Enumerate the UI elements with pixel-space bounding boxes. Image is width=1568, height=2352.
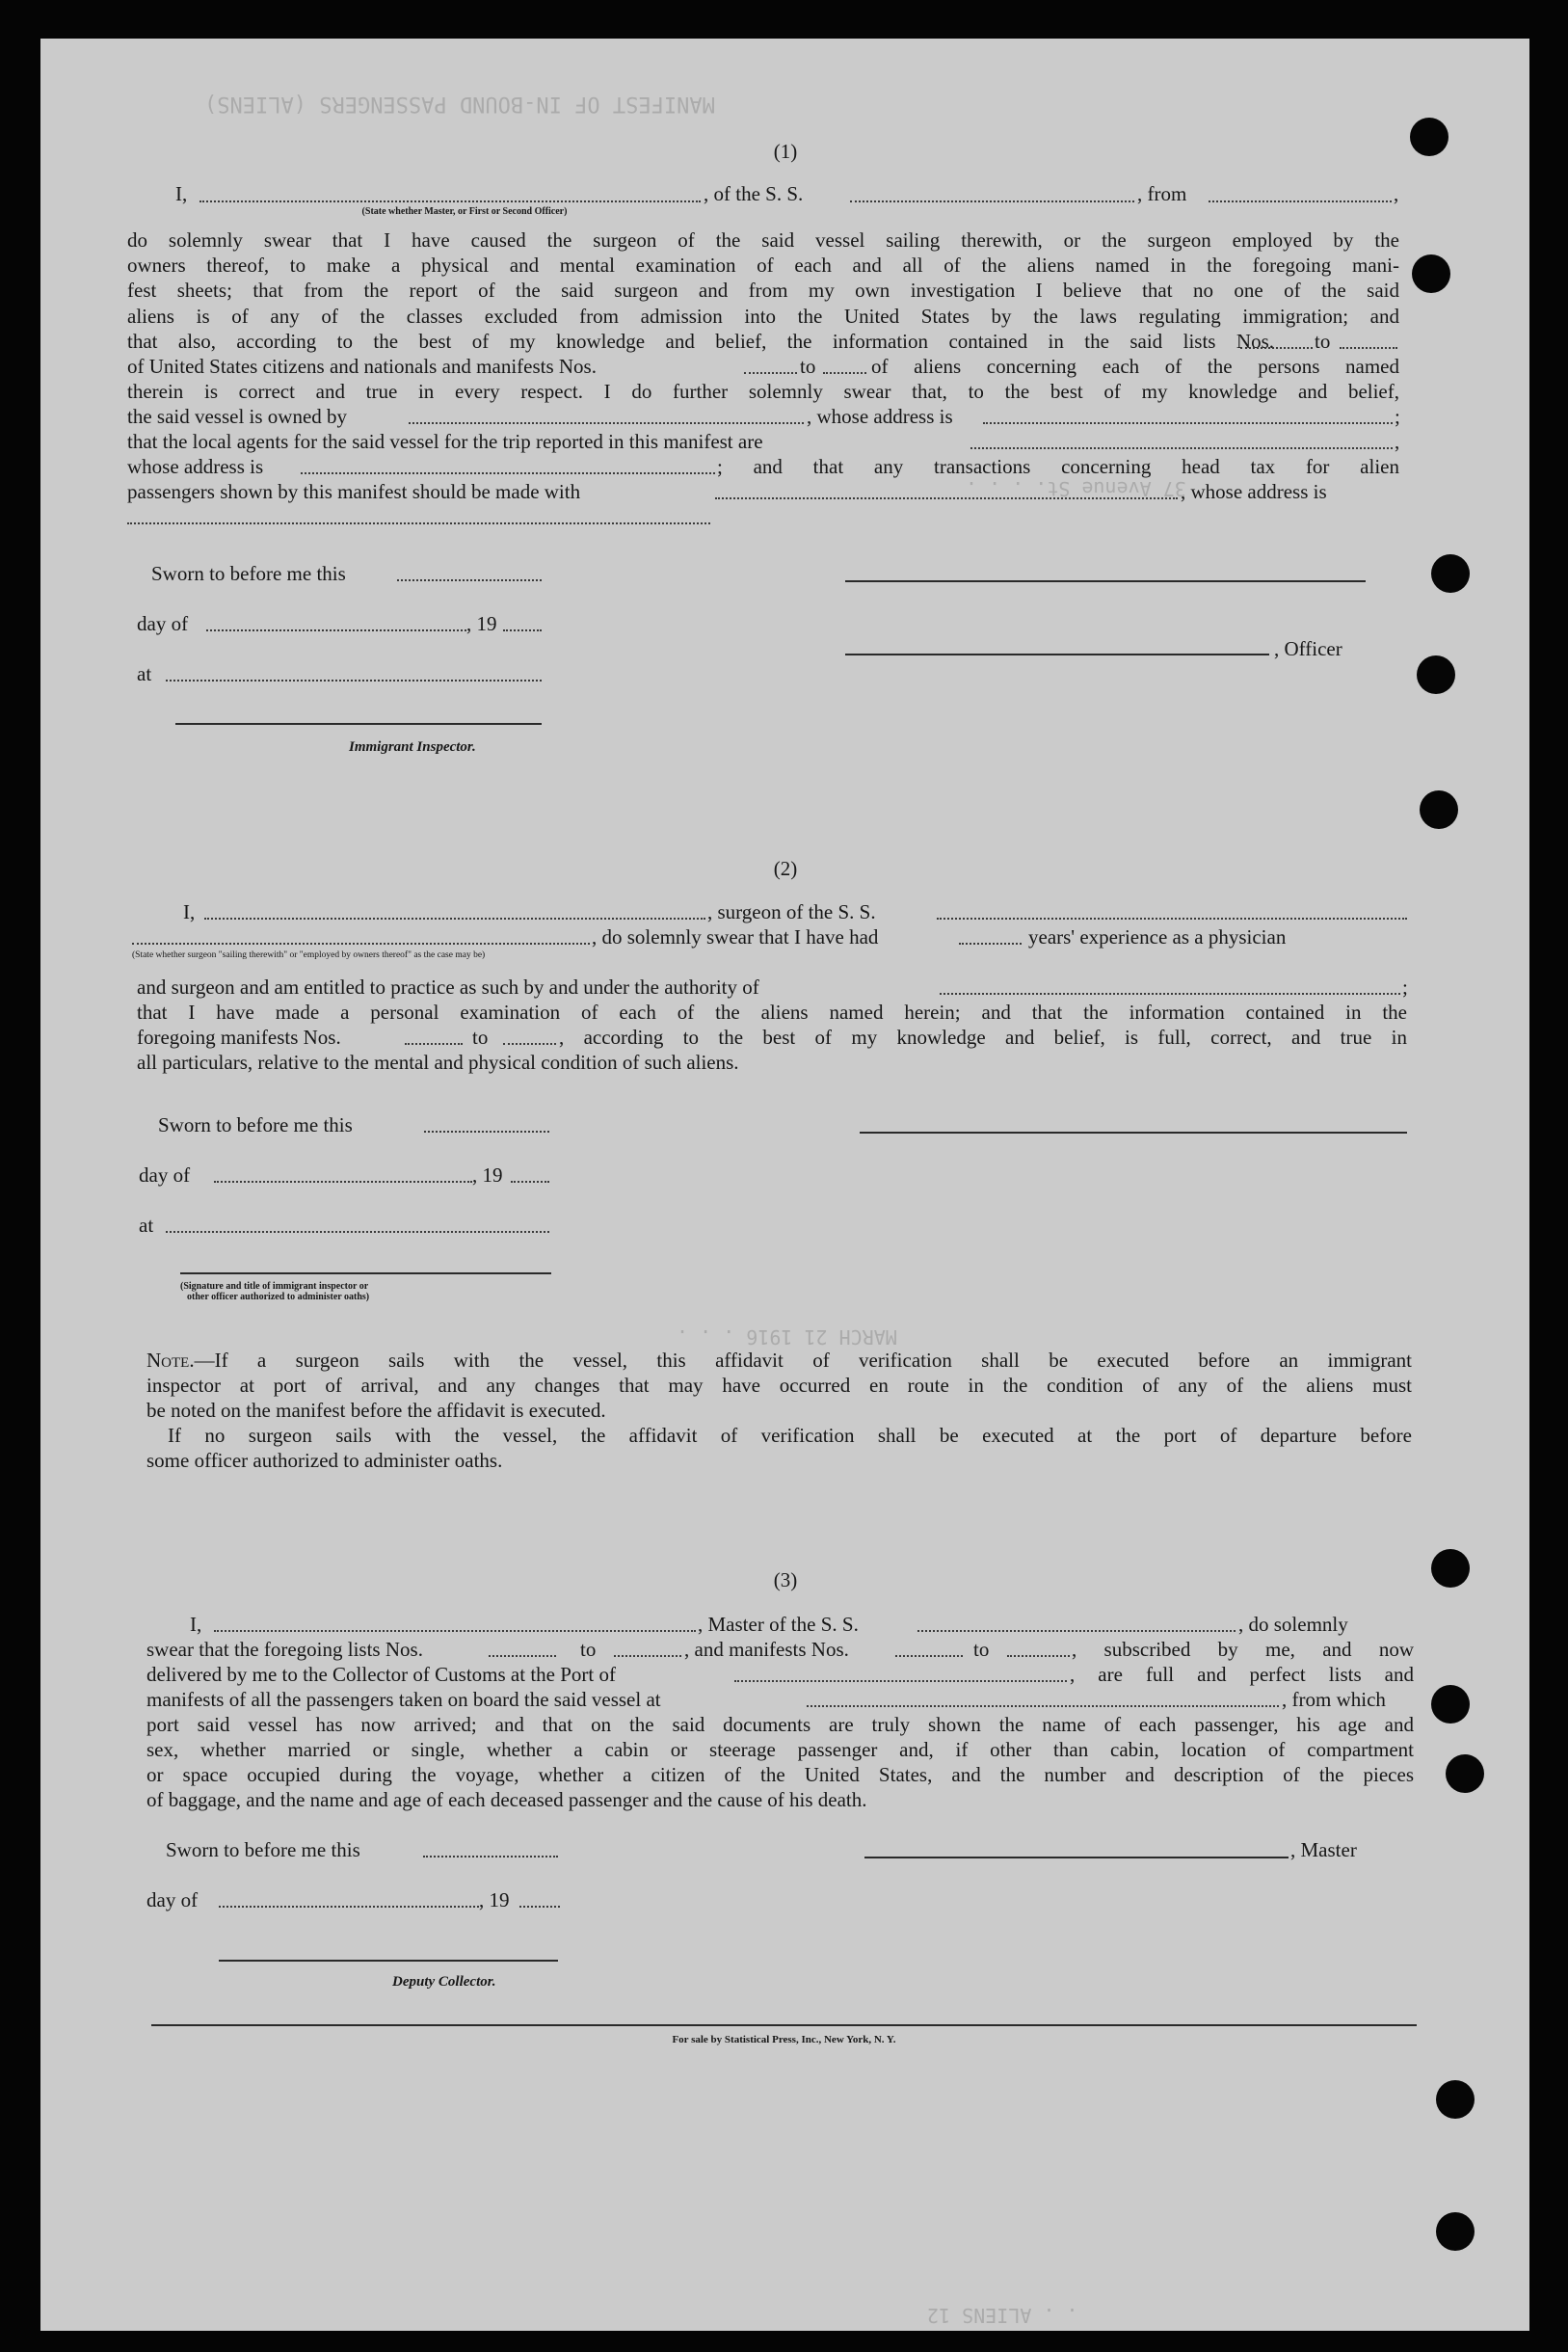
sworn-label: Sworn to before me this [151, 562, 346, 585]
year-field[interactable] [519, 1906, 560, 1908]
declaration-line-2: sex, whether married or single, whether a cabin or steerage passenger and, if other than cabin, location of compartment [146, 1738, 1414, 1761]
oath-line-1: do solemnly swear that I have caused the surgeon of the said vessel sailing therewith, or the surgeon employed by the [127, 228, 1399, 252]
day-of-label: day of [139, 1163, 191, 1187]
oath-line-2: owners thereof, to make a physical and mental examination of each and all of the aliens named in the foregoing mani- [127, 254, 1399, 277]
oath-line-4: aliens is of any of the classes excluded from admission into the United States by the laws regulating immigration; and [127, 305, 1399, 328]
day-of-month-field[interactable] [206, 629, 466, 631]
year-19-label: , 19 [466, 612, 497, 635]
day-of-label: day of [146, 1888, 199, 1911]
port-field[interactable] [734, 1680, 1067, 1682]
whose-address-label: , whose address is [807, 405, 953, 428]
lists-to-field[interactable] [614, 1655, 681, 1657]
vessel-owner-field[interactable] [409, 422, 804, 424]
section-3-number: (3) [773, 1568, 798, 1591]
authority-semicolon: ; [1402, 976, 1408, 999]
section-1-of-ss-label: , of the S. S. [704, 182, 804, 205]
alien-manifests-from-field[interactable] [744, 372, 797, 374]
deputy-collector-caption: Deputy Collector. [392, 1974, 496, 1990]
inspector-signature-line[interactable] [175, 723, 542, 725]
and-manifests-label: , and manifests Nos. [684, 1638, 849, 1661]
oath-line-7: therein is correct and true in every respect. I do further solemnly swear that, to the best of my knowledge and belief, [127, 380, 1399, 403]
from-which-label: , from which [1282, 1688, 1386, 1711]
bleed-through-footer: . . ALIENS 12 [927, 2304, 1078, 2327]
vessel-name-field[interactable] [850, 200, 1134, 202]
inspector-signature-line[interactable] [180, 1272, 551, 1274]
to-label: to [973, 1638, 990, 1661]
surgeon-vessel-field[interactable] [937, 918, 1407, 920]
note-line-4: If no surgeon sails with the vessel, the affidavit of verification shall be executed at the port of departure before [168, 1424, 1412, 1447]
according-text: , according to the best of my knowledge and belief, is full, correct, and true in [559, 1026, 1407, 1049]
note-line-2: inspector at port of arrival, and any changes that may have occurred en route in the condition of any of the aliens must [146, 1374, 1412, 1397]
solemnly-label: , do solemnly [1238, 1613, 1348, 1636]
sworn-label: Sworn to before me this [166, 1838, 360, 1861]
surgeon-name-field[interactable] [204, 918, 705, 920]
officer-signature-line[interactable] [845, 580, 1366, 582]
swear-lists-label: swear that the foregoing lists Nos. [146, 1638, 423, 1661]
punch-hole [1431, 1549, 1470, 1588]
manifests-from-field[interactable] [405, 1043, 463, 1045]
sworn-date-field[interactable] [424, 1131, 549, 1133]
head-tax-address-field[interactable] [127, 522, 710, 524]
years-experience-field[interactable] [959, 943, 1022, 945]
at-place-field[interactable] [166, 680, 542, 682]
embarkation-port-field[interactable] [807, 1705, 1279, 1707]
oath-line-3: fest sheets; that from the report of the said surgeon and from my own investigation I believe that no one of the said [127, 279, 1399, 302]
local-agents-comma: , [1395, 430, 1400, 453]
authority-label: and surgeon and am entitled to practice as such by and under the authority of [137, 976, 759, 999]
owner-address-semicolon: ; [1395, 405, 1400, 428]
full-perfect-text: , are full and perfect lists and [1070, 1663, 1414, 1686]
footer-rule [151, 2024, 1417, 2026]
bleed-through-header: MANIFEST OF IN-BOUND PASSENGERS (ALIENS) [204, 92, 715, 116]
officer-rank-caption: (State whether Master, or First or Second Officer) [361, 206, 568, 217]
bleed-through-block: MARCH 21 1916 . . . [677, 1325, 897, 1349]
section-1-from-label: , from [1137, 182, 1187, 205]
punch-hole [1436, 2080, 1475, 2119]
subscribed-text: , subscribed by me, and now [1072, 1638, 1414, 1661]
punch-hole [1417, 655, 1455, 694]
oath-line-8: the said vessel is owned by [127, 405, 348, 428]
examination-line: that I have made a personal examination of each of the aliens named herein; and that the information contained in the [137, 1001, 1407, 1024]
year-field[interactable] [511, 1181, 549, 1183]
year-19-label: , 19 [472, 1163, 503, 1187]
punch-hole [1436, 2212, 1475, 2251]
local-agents-field[interactable] [970, 447, 1393, 449]
surgeon-signature-line[interactable] [860, 1132, 1407, 1134]
delivered-label: delivered by me to the Collector of Customs at the Port of [146, 1663, 616, 1686]
day-of-month-field[interactable] [219, 1906, 479, 1908]
particulars-line: all particulars, relative to the mental and physical condition of such aliens. [137, 1051, 739, 1074]
at-label: at [137, 662, 152, 685]
to-label: to [1315, 330, 1331, 353]
manifests-all-label: manifests of all the passengers taken on board the said vessel at [146, 1688, 661, 1711]
signature-caption-line-1: (Signature and title of immigrant inspector or [180, 1281, 369, 1292]
punch-hole [1420, 790, 1458, 829]
punch-hole [1410, 118, 1448, 156]
oath-line-9: that the local agents for the said vessel for the trip reported in this manifest are [127, 430, 763, 453]
note-line-5: some officer authorized to administer oaths. [146, 1449, 503, 1472]
note-text: —If a surgeon sails with the vessel, this affidavit of verification shall be executed before an immigrant [194, 1349, 1412, 1372]
oath-line-6: of United States citizens and nationals and manifests Nos. [127, 355, 597, 378]
sworn-date-field[interactable] [423, 1856, 558, 1858]
collector-signature-line[interactable] [219, 1960, 558, 1962]
master-label: , Master [1290, 1838, 1357, 1861]
to-label: to [800, 355, 816, 378]
officer-label: , Officer [1274, 637, 1342, 660]
printer-imprint: For sale by Statistical Press, Inc., New York, N. Y. [672, 2034, 896, 2045]
oath-line-10: whose address is [127, 455, 264, 478]
manifests-to-field[interactable] [1007, 1655, 1070, 1657]
to-label: to [580, 1638, 597, 1661]
master-signature-line[interactable] [864, 1857, 1289, 1858]
year-field[interactable] [503, 629, 542, 631]
immigrant-inspector-caption: Immigrant Inspector. [349, 739, 476, 755]
year-19-label: , 19 [479, 1888, 510, 1911]
sworn-date-field[interactable] [397, 579, 542, 581]
swear-experience-label: , do solemnly swear that I have had [592, 925, 879, 949]
years-label: years' experience as a physician [1028, 925, 1287, 949]
declaration-line-4: of baggage, and the name and age of each deceased passenger and the cause of his death. [146, 1788, 867, 1811]
whose-address-label: , whose address is [1181, 480, 1327, 503]
note-line-1 [146, 1348, 1412, 1373]
punch-hole [1446, 1754, 1484, 1793]
head-tax-text: ; and that any transactions concerning head tax for alien [717, 455, 1399, 478]
section-2-i-label: I, [183, 900, 196, 923]
section-1-end-comma: , [1394, 182, 1399, 205]
day-of-month-field[interactable] [214, 1181, 472, 1183]
manifests-from-field[interactable] [895, 1655, 963, 1657]
officer-title-line[interactable] [845, 654, 1269, 655]
section-1-i-label: I, [175, 182, 188, 205]
note-label: Note. [146, 1349, 195, 1372]
sworn-label: Sworn to before me this [158, 1113, 353, 1136]
section-3-i-label: I, [190, 1613, 202, 1636]
at-place-field[interactable] [166, 1231, 549, 1233]
officer-name-field[interactable] [199, 200, 701, 202]
bleed-through-block: 37 Avenue St. . . . [966, 477, 1186, 500]
declaration-line-3: or space occupied during the voyage, whether a citizen of the United States, and the number and description of the pieces [146, 1763, 1414, 1786]
manifest-back-page [40, 39, 1529, 2331]
lists-from-field[interactable] [489, 1655, 556, 1657]
authority-field[interactable] [940, 993, 1400, 995]
note-line-3: be noted on the manifest before the affidavit is executed. [146, 1399, 606, 1422]
manifests-to-field[interactable] [503, 1043, 556, 1045]
master-vessel-field[interactable] [917, 1630, 1236, 1632]
oath-line-6-end: of aliens concerning each of the persons named [871, 355, 1399, 378]
punch-hole [1431, 554, 1470, 593]
punch-hole [1431, 1685, 1470, 1724]
citizen-lists-from-field[interactable] [1240, 347, 1313, 349]
master-of-label: , Master of the S. S. [698, 1613, 859, 1636]
oath-line-11: passengers shown by this manifest should be made with [127, 480, 581, 503]
oath-line-5: that also, according to the best of my knowledge and belief, the information contained in the said lists Nos. [127, 330, 1274, 353]
head-tax-party-field[interactable] [715, 497, 1178, 499]
agents-address-field[interactable] [301, 472, 715, 474]
foregoing-manifests-label: foregoing manifests Nos. [137, 1026, 341, 1049]
citizen-lists-to-field[interactable] [1340, 347, 1397, 349]
to-label: to [472, 1026, 489, 1049]
section-1-number: (1) [773, 140, 798, 163]
surgeon-status-caption: (State whether surgeon "sailing therewith" or "employed by owners thereof" as the case may be) [132, 950, 486, 960]
section-2-number: (2) [773, 857, 798, 880]
declaration-line-1: port said vessel has now arrived; and that on the said documents are truly shown the name of each passenger, his age and [146, 1713, 1414, 1736]
alien-manifests-to-field[interactable] [823, 372, 866, 374]
master-name-field[interactable] [214, 1630, 696, 1632]
at-label: at [139, 1214, 154, 1237]
surgeon-status-field[interactable] [132, 943, 590, 945]
owner-address-field[interactable] [983, 422, 1393, 424]
day-of-label: day of [137, 612, 189, 635]
from-port-field[interactable] [1209, 200, 1392, 202]
signature-caption-line-2: other officer authorized to administer oaths) [187, 1292, 370, 1302]
surgeon-of-label: , surgeon of the S. S. [707, 900, 876, 923]
punch-hole [1412, 254, 1450, 293]
